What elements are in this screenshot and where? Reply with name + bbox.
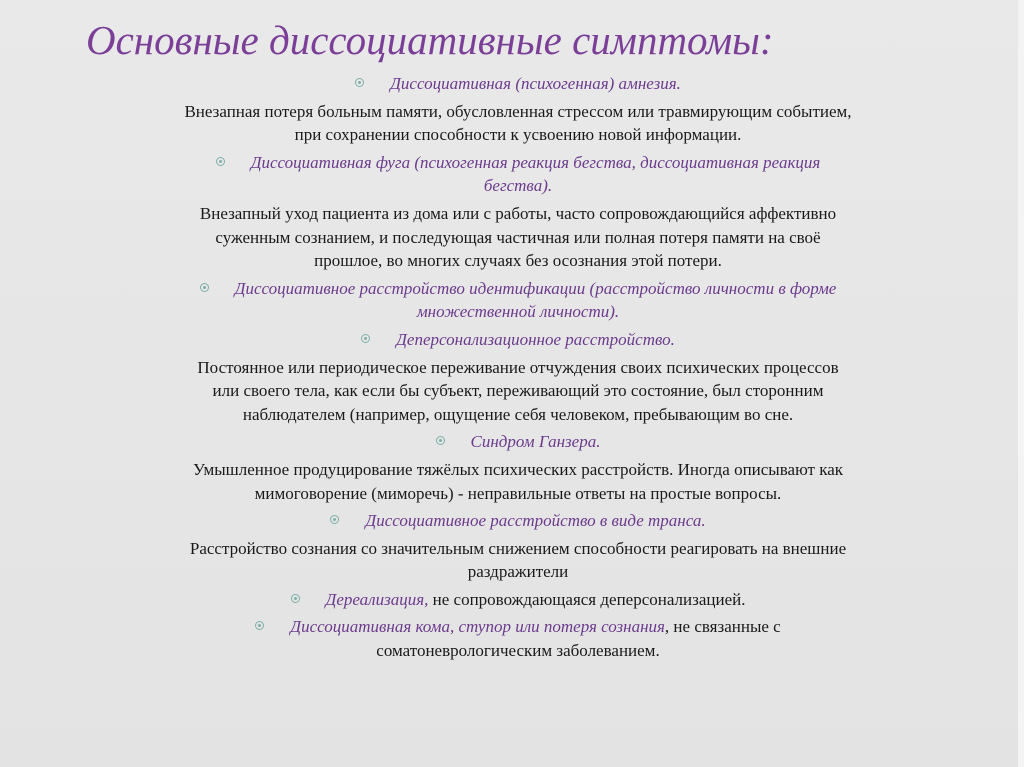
symptom-description-depersonalization: Постоянное или периодическое переживание отчуждения своих психических процессов или своего тела, как если бы субъект, переживающий это состояние, был сторонним наблюдателем (например, ощущение себя человеком, пребывающим во сне. [197,357,839,424]
symptom-description-trance: Расстройство сознания со значительным снижением способности реагировать на внешние раздражители [189,538,847,582]
bullet-icon [255,621,264,630]
slide-edge [1018,0,1024,767]
bullet-icon [200,283,209,292]
symptom-description-ganser: Умышленное продуцирование тяжёлых психических расстройств. Иногда описывают как мимоговорение (миморечь) - неправильные ответы на простые вопросы. [192,459,844,503]
symptom-list [90,72,946,663]
bullet-icon [330,515,339,524]
bullet-icon [355,78,364,87]
bullet-icon [361,334,370,343]
symptom-heading-derealization: Дереализация, не сопровождающаяся деперсонализацией. [90,588,946,612]
symptom-heading-identity: Диссоциативное расстройство идентификации (расстройство личности в форме множественной личности). [90,277,946,324]
symptom-description-amnesia: Внезапная потеря больным памяти, обусловленная стрессом или травмирующим событием, при сохранении способности к усвоению новой информации. [184,101,852,145]
symptom-heading-fugue: Диссоциативная фуга (психогенная реакция бегства, диссоциативная реакция бегства). [90,151,946,198]
bullet-icon [216,157,225,166]
symptom-heading-ganser: Синдром Ганзера. [90,430,946,454]
slide-title: Основные диссоциативные симптомы: [86,17,774,63]
bullet-icon [436,436,445,445]
symptom-description-fugue: Внезапный уход пациента из дома или с работы, часто сопровождающийся аффективно суженным сознанием, и последующая частичная или полная потеря памяти на своё прошлое, во многих случаях без осознания этой потери. [199,203,837,271]
symptom-heading-depersonalization: Деперсонализационное расстройство. [90,328,946,352]
bullet-icon [291,594,300,603]
symptom-heading-coma: Диссоциативная кома, ступор или потеря сознания, не связанные с соматоневрологическим заболеванием. [90,615,946,662]
symptom-heading-amnesia: Диссоциативная (психогенная) амнезия. [90,72,946,96]
symptom-heading-trance: Диссоциативное расстройство в виде транса. [90,509,946,533]
